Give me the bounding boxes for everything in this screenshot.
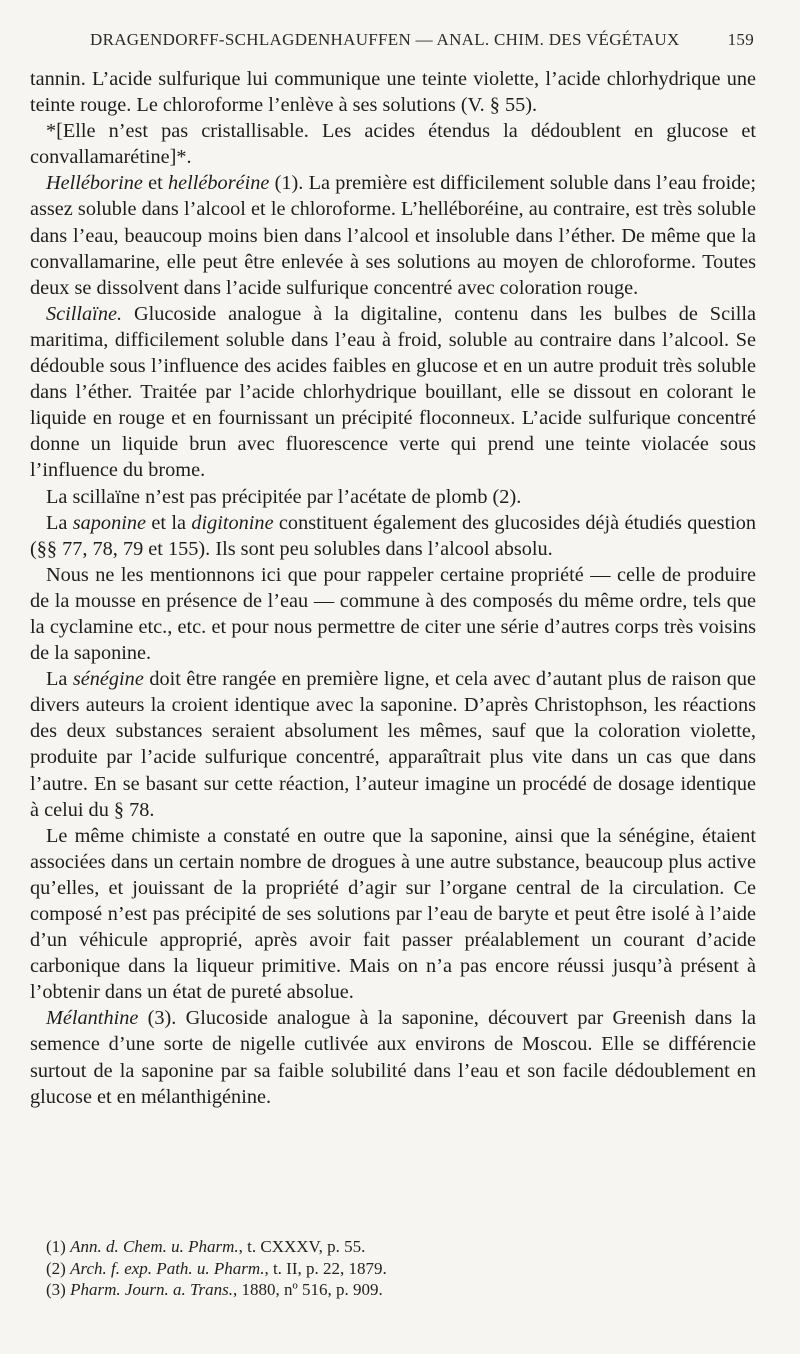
paragraph — [30, 301, 756, 484]
text-run: tannin. L’acide sulfurique lui communique une teinte violette, l’acide chlorhydrique une teinte rouge. Le chloroforme l’enlève à ses solutions (V. § 55). — [30, 68, 756, 117]
italic-term: saponine — [72, 511, 146, 534]
running-title: DRAGENDORFF-SCHLAGDENHAUFFEN — ANAL. CHIM. DES VÉGÉTAUX — [90, 30, 680, 49]
text-run: doit être rangée en première ligne, et cela avec d’autant plus de raison que divers auteurs la croient identique avec la saponine. D’après Christophson, les réactions des deux substances seraient absolument les mêmes, sauf que la coloration violette, produite par l’acide sulfurique concentré, apparaîtrait plus vite dans un cas que dans l’autre. En se basant sur cette réaction, l’auteur imagine un procédé de dosage identique à celui du § 78. — [30, 668, 756, 821]
text-run: et — [142, 172, 168, 195]
citation-title: Arch. f. exp. Path. u. Pharm. — [70, 1258, 265, 1278]
citation-title: Pharm. Journ. a. Trans. — [70, 1280, 234, 1299]
citation-details: , t. II, p. 22, 1879. — [264, 1258, 387, 1278]
citation-title: Ann. d. Chem. u. Pharm. — [70, 1237, 239, 1256]
paragraph — [30, 1005, 756, 1109]
body-text — [30, 66, 756, 1110]
italic-term: helléboréine — [168, 172, 270, 195]
paragraph — [30, 484, 756, 510]
paragraph — [30, 118, 756, 170]
running-header — [90, 30, 754, 50]
text-run: Le même chimiste a constaté en outre que la saponine, ainsi que la sénégine, étaient associées dans un certain nombre de drogues à une autre substance, beaucoup plus active qu’elles, et jouissant de la propriété d’agir sur l’organe central de la circulation. Ce composé n’est pas précipité de ses solutions par l’eau de baryte et peut être isolé à l’aide d’un véhicule approprié, après avoir fait passer préalablement un courant d’acide carbonique dans la liqueur primitive. Mais on n’a pas encore réussi jusqu’à présent à l’obtenir dans un état de pureté absolue. — [30, 824, 756, 1004]
citation-details: , 1880, nº 516, p. 909. — [233, 1280, 383, 1299]
footnote — [46, 1279, 756, 1301]
text-run: (1). La première est difficilement soluble dans l’eau froide; assez soluble dans l’alcool et le chloroforme. L’helléboréine, au contraire, est très soluble dans l’eau, beaucoup moins bien dans l’alcool et insoluble dans l’éther. De même que la convallamarine, elle peut être enlevée à ses solutions au moyen de chloroforme. Toutes deux se dissolvent dans l’acide sulfurique concentré avec coloration rouge. — [30, 172, 756, 299]
footnote-marker: (3) — [46, 1280, 66, 1299]
italic-term: Mélanthine — [46, 1007, 139, 1030]
text-run: La — [46, 668, 73, 691]
footnote-marker: (2) — [46, 1258, 66, 1278]
footnote — [46, 1236, 756, 1258]
text-run: et la — [145, 511, 192, 534]
footnote-marker: (1) — [46, 1237, 66, 1256]
text-run: Nous ne les mentionnons ici que pour rappeler certaine propriété — celle de produire de la mousse en présence de l’eau — commune à des composés du même ordre, tels que la cyclamine etc., etc. et pour nous permettre de citer une série d’autres corps très voisins de la saponine. — [30, 563, 756, 665]
text-run: constituent également des glucosides déjà étudiés question (§§ 77, 78, 79 et 155). Ils sont peu solubles dans l’alcool absolu. — [30, 511, 756, 560]
text-run: Glucoside analogue à la digitaline, contenu dans les bulbes de Scilla maritima, difficilement soluble dans l’eau à froid, soluble au contraire dans l’alcool. Se dédouble sous l’influence des acides faibles en glucose et en un autre produit très soluble dans l’éther. Traitée par l’acide chlorhydrique bouillant, elle se dissout en colorant le liquide en rouge et en fournissant un précipité floconneux. L’acide sulfurique concentré donne un liquide brun avec fluorescence verte qui prend une teinte violacée sous l’influence du brome. — [30, 302, 756, 482]
text-run: La scillaïne n’est pas précipitée par l’acétate de plomb (2). — [46, 485, 522, 508]
citation-details: , t. CXXXV, p. 55. — [238, 1237, 366, 1256]
paragraph — [30, 666, 756, 823]
footnote — [46, 1258, 756, 1280]
paragraph — [30, 823, 756, 1006]
italic-term: digitonine — [191, 511, 274, 534]
italic-term: Helléborine — [46, 172, 143, 195]
text-run: La — [46, 511, 73, 534]
page-number: 159 — [727, 30, 754, 49]
footnotes — [46, 1236, 756, 1301]
italic-term: sénégine — [72, 668, 144, 691]
paragraph — [30, 170, 756, 300]
text-run: (3). Glucoside analogue à la saponine, découvert par Greenish dans la semence d’une sorte de nigelle cutlivée aux environs de Moscou. Elle se différencie surtout de la saponine par sa faible solubilité dans l’eau et son facile dédoublement en glucose et en mélanthigénine. — [30, 1007, 756, 1108]
paragraph — [30, 562, 756, 666]
text-run: *[Elle n’est pas cristallisable. Les acides étendus la dédoublent en glucose et convallamarétine]*. — [30, 120, 756, 169]
paragraph — [30, 510, 756, 562]
paragraph — [30, 66, 756, 118]
italic-term: Scillaïne. — [46, 302, 123, 325]
